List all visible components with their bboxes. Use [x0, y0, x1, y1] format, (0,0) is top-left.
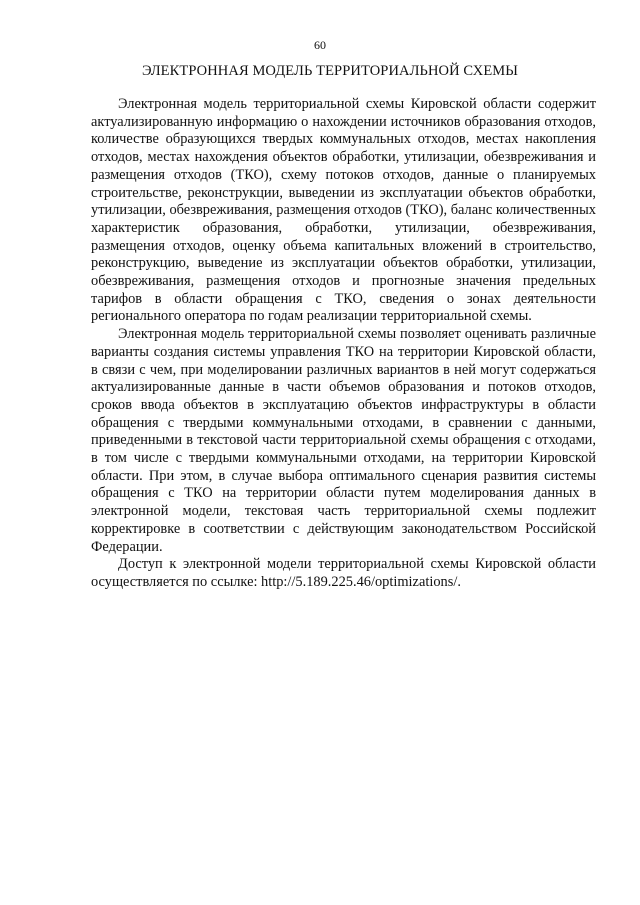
paragraph-model-scenarios: Электронная модель территориальной схемы позволяет оценивать различные варианты создания системы управления ТКО на территории Кировской области, в связи с чем, при моделировании различных вариантов в ней могут содержаться актуализированные данные в части объемов образования и потоков отходов, сроков ввода объектов в эксплуатацию объектов инфраструктуры в области обращения с твердыми коммунальными отходами, в сравнении с данными, приведенными в текстовой части территориальной схемы обращения с отходами, в том числе с твердыми коммунальными отходами, на территории Кировской области. При этом, в случае выбора оптимального сценария развития системы обращения с ТКО на территории области путем моделирования данных в электронной модели, текстовая часть территориальной схемы подлежит корректировке в соответствии с действующим законодательством Российской Федерации.: [91, 326, 596, 555]
body-text: [91, 96, 596, 592]
page-title: ЭЛЕКТРОННАЯ МОДЕЛЬ ТЕРРИТОРИАЛЬНОЙ СХЕМЫ: [141, 63, 519, 79]
page-number: 60: [314, 38, 326, 52]
paragraph-model-contents: Электронная модель территориальной схемы Кировской области содержит актуализированную информацию о нахождении источников образования отходов, количестве образующихся твердых коммунальных отходов, местах накопления отходов, местах нахождения объектов обработки, утилизации, обезвреживания и размещения отходов (ТКО), схему потоков отходов, данные о планируемых строительстве, реконструкции, выведении из эксплуатации объектов обработки, утилизации, обезвреживания, размещения отходов (ТКО), баланс количественных характеристик образования, обработки, утилизации, обезвреживания, размещения отходов, оценку объема капитальных вложений в строительство, реконструкцию, выведение из эксплуатации объектов обработки, утилизации, обезвреживания, размещения отходов и прогнозные значения предельных тарифов в области обращения с ТКО, сведения о зонах деятельности регионального оператора по годам реализации территориальной схемы.: [91, 96, 596, 325]
paragraph-model-access: Доступ к электронной модели территориальной схемы Кировской области осуществляется по ссылке: http://5.189.225.46/optimizations/.: [91, 556, 596, 590]
